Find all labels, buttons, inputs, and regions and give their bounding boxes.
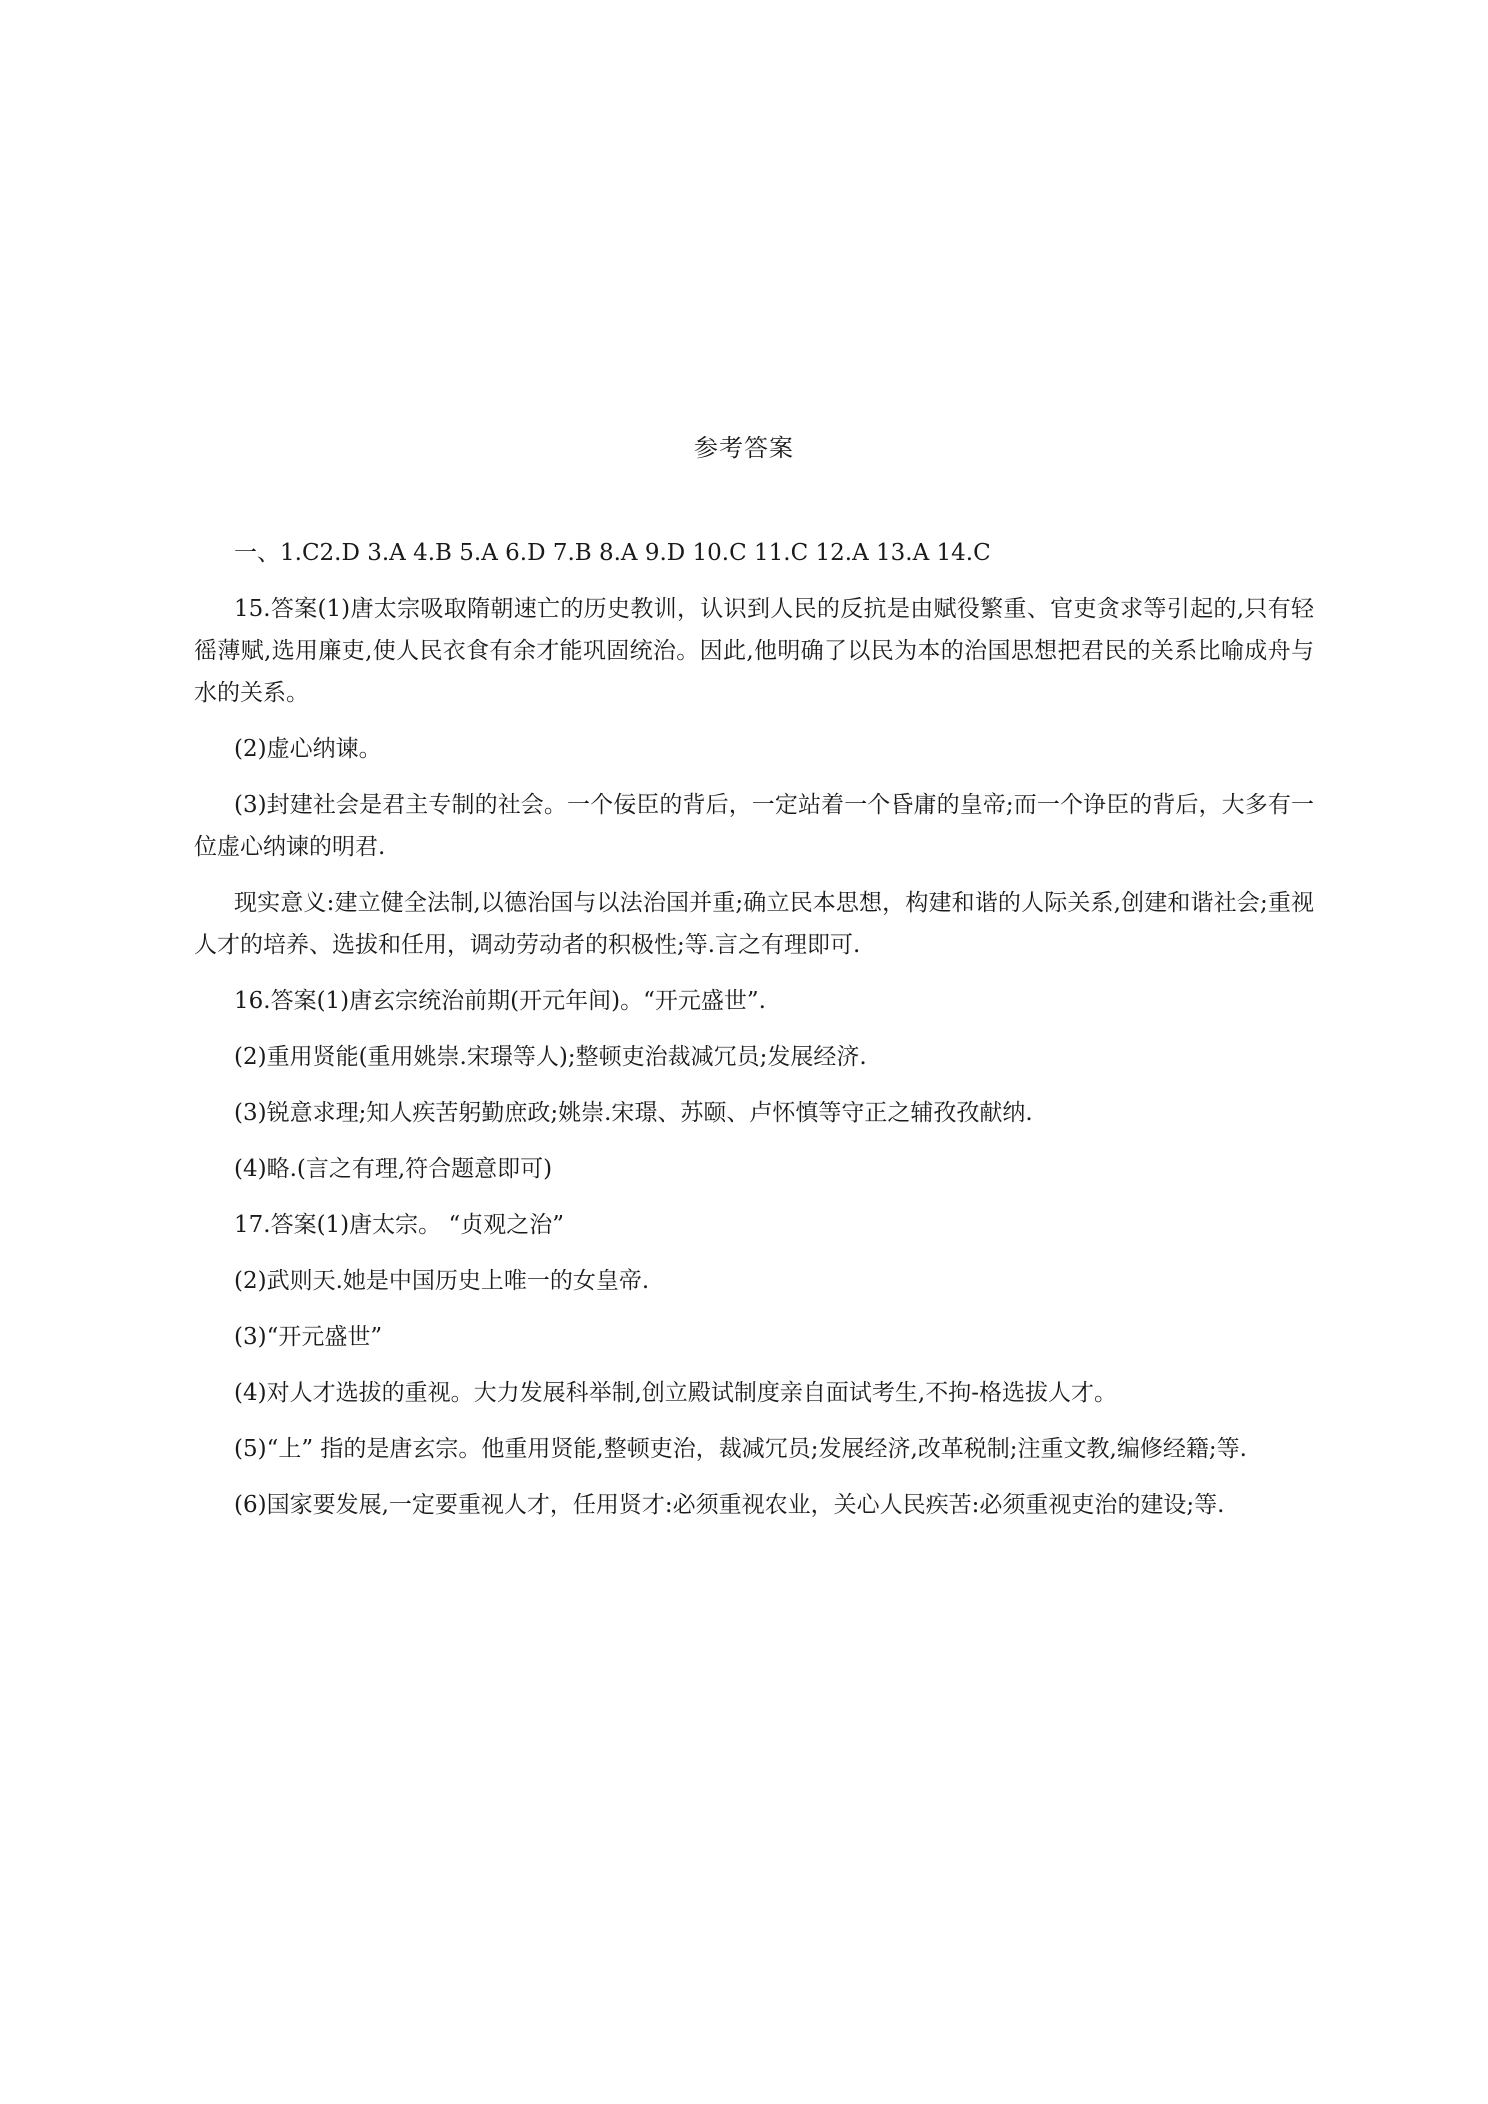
answer-15-part-1: 15.答案(1)唐太宗吸取隋朝速亡的历史教训，认识到人民的反抗是由赋役繁重、官吏贪求等引起的,只有轻徭薄赋,选用廉吏,使人民衣食有余才能巩固统治。因此,他明确了以民为本的治国思想把君民的关系比喻成舟与水的关系。 xyxy=(194,596,1314,706)
answer-16-part-2: (2)重用贤能(重用姚崇.宋璟等人);整顿吏治裁减冗员;发展经济. xyxy=(234,1044,867,1070)
answer-16-part-3: (3)锐意求理;知人疾苦躬勤庶政;姚崇.宋璟、苏颐、卢怀慎等守正之辅孜孜献纳. xyxy=(234,1100,1033,1126)
answer-content xyxy=(194,532,1314,1540)
answer-multiple-choice: 一、1.C2.D 3.A 4.B 5.A 6.D 7.B 8.A 9.D 10.C 11.C 12.A 13.A 14.C xyxy=(234,540,991,566)
answer-15-part-2: (2)虚心纳谏。 xyxy=(234,736,382,762)
page-title: 参考答案 xyxy=(694,434,794,462)
answer-17-part-6: (6)国家要发展,一定要重视人才，任用贤才:必须重视农业，关心人民疾苦:必须重视吏治的建设;等. xyxy=(234,1492,1225,1518)
answer-15-part-3: (3)封建社会是君主专制的社会。一个佞臣的背后，一定站着一个昏庸的皇帝;而一个诤臣的背后，大多有一位虚心纳谏的明君. xyxy=(194,792,1314,860)
answer-17-part-5: (5)“上” 指的是唐玄宗。他重用贤能,整顿吏治，裁减冗员;发展经济,改革税制;注重文教,编修经籍;等. xyxy=(234,1436,1247,1462)
answer-17-part-1: 17.答案(1)唐太宗。 “贞观之治” xyxy=(234,1212,564,1238)
answer-17-part-2: (2)武则天.她是中国历史上唯一的女皇帝. xyxy=(234,1268,650,1294)
answer-17-part-4: (4)对人才选拔的重视。大力发展科举制,创立殿试制度亲自面试考生,不拘-格选拔人才。 xyxy=(234,1380,1117,1406)
answer-16-part-1: 16.答案(1)唐玄宗统治前期(开元年间)。“开元盛世”. xyxy=(234,988,766,1014)
answer-16-part-4: (4)略.(言之有理,符合题意即可) xyxy=(234,1156,553,1182)
answer-15-significance: 现实意义:建立健全法制,以德治国与以法治国并重;确立民本思想，构建和谐的人际关系,创建和谐社会;重视人才的培养、选拔和任用，调动劳动者的积极性;等.言之有理即可. xyxy=(194,890,1314,958)
answer-17-part-3: (3)“开元盛世” xyxy=(234,1324,383,1350)
